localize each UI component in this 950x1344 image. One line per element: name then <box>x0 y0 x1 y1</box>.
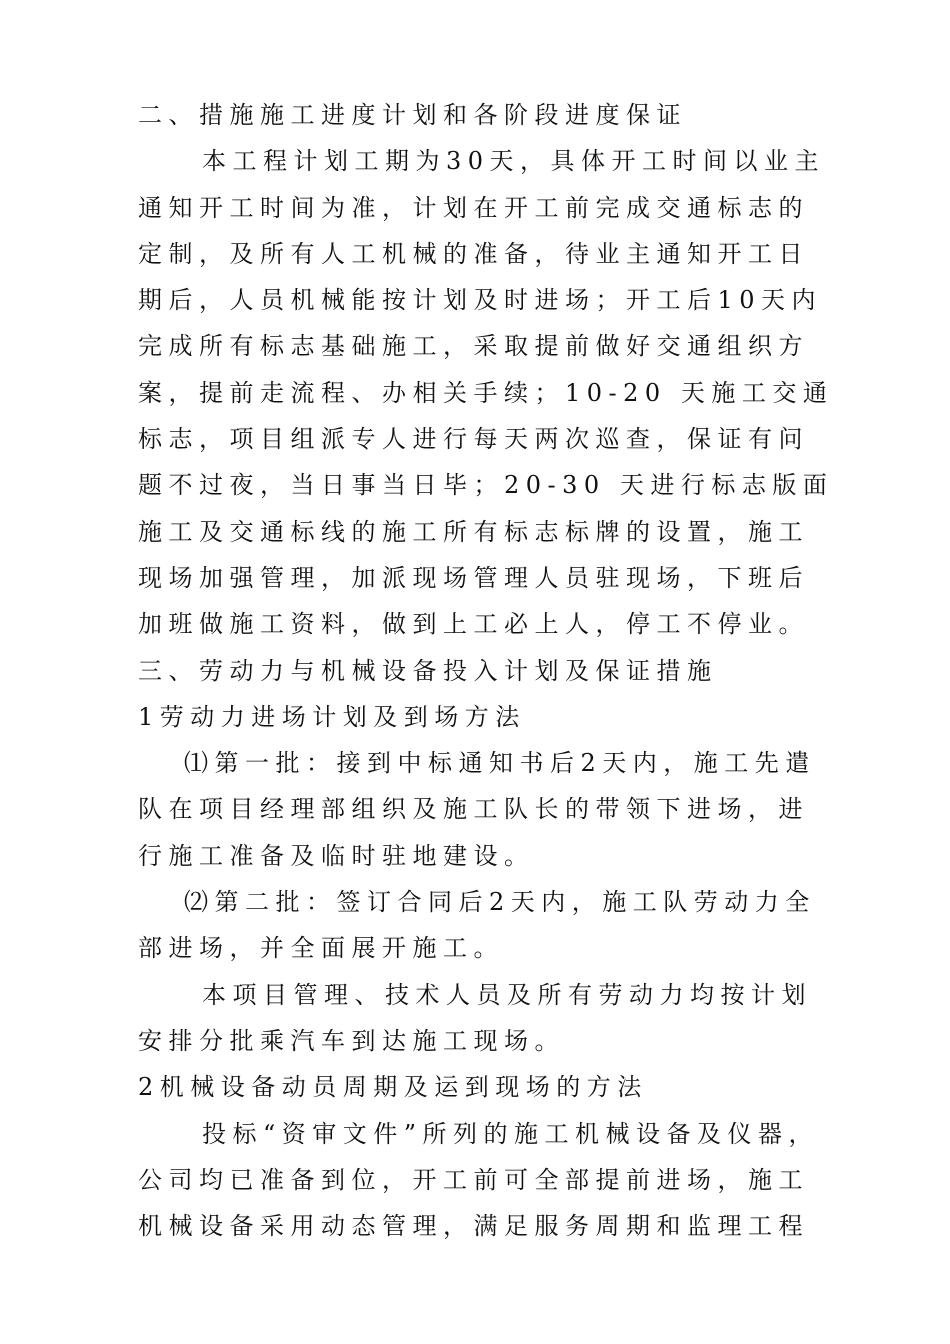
paragraph-line: 通知开工时间为准，计划在开工前完成交通标志的 <box>138 193 809 222</box>
subsection-heading-equipment: 2机械设备动员周期及运到现场的方法 <box>138 1073 648 1102</box>
paragraph-line: 机械设备采用动态管理，满足服务周期和监理工程 <box>138 1212 809 1241</box>
paragraph-line: 定制，及所有人工机械的准备，待业主通知开工日 <box>138 239 809 268</box>
subsection-heading-labor: 1劳动力进场计划及到场方法 <box>138 702 526 731</box>
paragraph-line: 现场加强管理，加派现场管理人员驻现场，下班后 <box>138 563 809 592</box>
paragraph-line: 本项目管理、技术人员及所有劳动力均按计划 <box>202 980 812 1009</box>
paragraph-line: ⑵第二批：签订合同后2天内，施工队劳动力全 <box>184 888 816 917</box>
document-body <box>138 92 834 1249</box>
section-heading-labor-equipment: 三、劳动力与机械设备投入计划及保证措施 <box>138 656 718 685</box>
paragraph-line: ⑴第一批：接到中标通知书后2天内，施工先遣 <box>184 749 816 778</box>
paragraph-line: 安排分批乘汽车到达施工现场。 <box>138 1026 565 1055</box>
paragraph-line: 案，提前走流程、办相关手续；10-20 天施工交通 <box>138 378 834 407</box>
paragraph-line: 加班做施工资料，做到上工必上人，停工不停业。 <box>138 610 809 639</box>
paragraph-line: 完成所有标志基础施工，采取提前做好交通组织方 <box>138 332 809 361</box>
paragraph-line: 本工程计划工期为30天，具体开工时间以业主 <box>202 147 826 176</box>
paragraph-line: 行施工准备及临时驻地建设。 <box>138 841 535 870</box>
section-heading-progress-plan: 二、措施施工进度计划和各阶段进度保证 <box>138 101 687 129</box>
paragraph-line: 投标“资审文件”所列的施工机械设备及仪器， <box>202 1119 820 1148</box>
paragraph-line: 标志，项目组派专人进行每天两次巡查，保证有问 <box>138 425 809 454</box>
paragraph-line: 题不过夜，当日事当日毕；20-30 天进行标志版面 <box>138 471 834 500</box>
paragraph-line: 施工及交通标线的施工所有标志标牌的设置，施工 <box>138 517 809 546</box>
paragraph-line: 队在项目经理部组织及施工队长的带领下进场，进 <box>138 795 809 824</box>
paragraph-line: 公司均已准备到位，开工前可全部提前进场，施工 <box>138 1165 809 1194</box>
paragraph-line: 期后，人员机械能按计划及时进场；开工后10天内 <box>138 286 823 315</box>
paragraph-line: 部进场，并全面展开施工。 <box>138 934 504 963</box>
